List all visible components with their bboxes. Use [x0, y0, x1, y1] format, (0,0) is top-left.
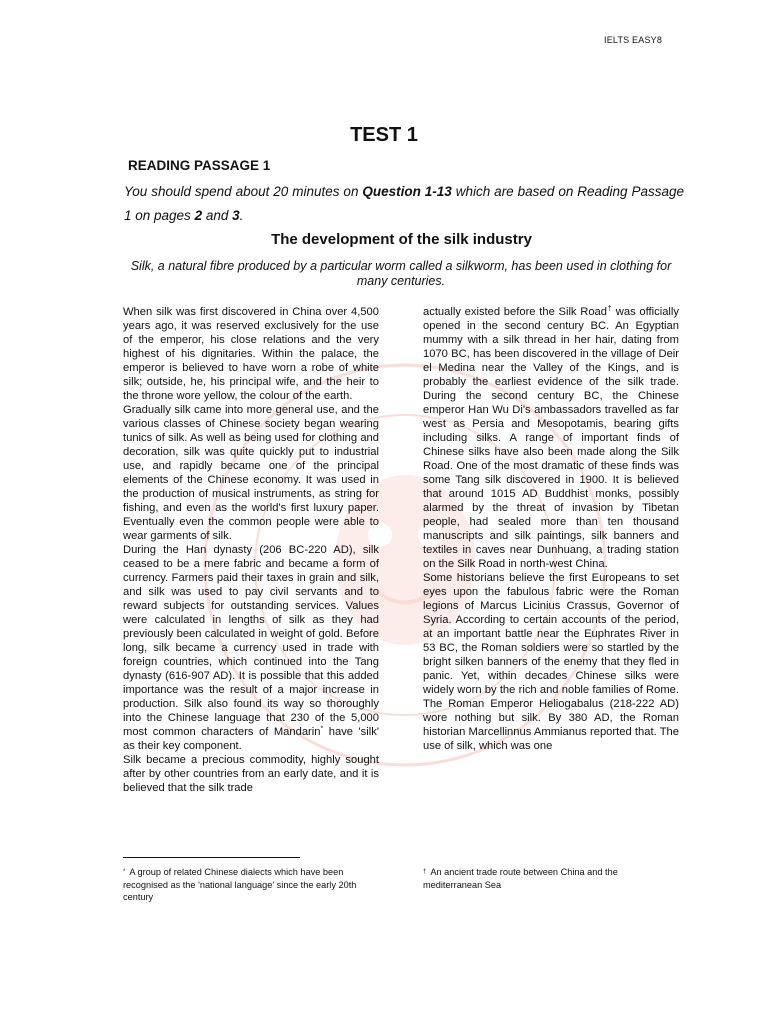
passage-heading: READING PASSAGE 1 — [128, 158, 271, 173]
test-title: TEST 1 — [350, 124, 418, 146]
instructions-question-range: Question 1-13 — [362, 184, 452, 199]
article-text: was officially opened in the second century BC. An Egyptian mummy with a silk thread in her hair, dating from 1070 BC, has been discovered in the village of Deir el Medina near the Valley of the Kings, and is probably the earliest evidence of the silk trade. During the second century BC, the Chinese emperor Han Wu Di's ambassadors travelled as far west as Persia and Mesopotamis, bearing gifts including silks. A range of important finds of Chinese silks have also been made along the Silk Road. One of the most dramatic of these finds was some Tang silk discovered in 1900. It is believed that around 1015 AD Buddhist monks, possibly alarmed by the threat of invasion by Tibetan people, had sealed more than ten thousand manuscripts and silk paintings, silk banners and textiles in caves near Dunhuang, a trading station on the Silk Road in north-west China. — [423, 306, 679, 570]
footnote-text: An ancient trade route between China and the mediterranean Sea — [423, 867, 618, 890]
instructions-page-number: 2 — [194, 208, 203, 223]
instructions-text: which are based on Reading Passage 1 on pages — [124, 184, 685, 223]
article-text: have 'silk' as their key component. — [123, 726, 379, 752]
instructions-text: You should spend about 20 minutes on — [124, 184, 363, 199]
footnote-reference: † — [606, 305, 613, 313]
article-column-right — [423, 305, 679, 753]
article-text: actually existed before the Silk Road — [423, 306, 607, 318]
header-tag: IELTS EASY8 — [604, 35, 663, 45]
instructions-text: and — [202, 208, 233, 223]
footnote-divider — [123, 857, 300, 858]
article-paragraph — [123, 543, 379, 753]
article-paragraph: Some historians believe the first Europeans to set eyes upon the fabulous fabric were the Roman legions of Marcus Licinius Crassus, Governor of Syria. According to certain accounts of the period, at an important battle near the Euphrates River in 53 BC, the Roman soldiers were so startled by the bright silken banners of the enemy that they fled in panic. Yet, within decades Chinese silks were widely worn by the rich and noble families of Rome. The Roman Emperor Heliogabalus (218-222 AD) wore nothing but silk. By 380 AD, the Roman historian Marcellinnus Ammianus reported that. The use of silk, which was one — [423, 572, 679, 752]
article-paragraph: When silk was first discovered in China over 4,500 years ago, it was reserved exclusively for the use of the emperor, his close relations and the very highest of his dignitaries. Within the palace, the emperor is believed to have worn a robe of white silk; outside, he, his principal wife, and the heir to the throne wore yellow, the colour of the earth. — [123, 306, 379, 402]
instructions-text: . — [239, 208, 244, 223]
instructions — [124, 180, 684, 228]
footnote-text: A group of related Chinese dialects which have been recognised as the 'national language' since the early 20th century — [123, 867, 357, 902]
footnote-reference: * — [320, 725, 324, 733]
article-paragraph: Gradually silk came into more general use, and the various classes of Chinese society began wearing tunics of silk. As well as being used for clothing and decoration, silk was quite quickly put to industrial use, and rapidly became one of the principal elements of the Chinese economy. It was used in the production of musical instruments, as string for fishing, and even as the world's first luxury paper. Eventually even the common people were able to wear garments of silk. — [123, 404, 379, 542]
instructions-page-number: 3 — [232, 208, 240, 223]
article-paragraph: Silk became a precious commodity, highly sought after by other countries from an early date, and it is believed that the silk trade — [123, 754, 379, 794]
article-title: The development of the silk industry — [271, 231, 532, 248]
article-column-left — [123, 305, 379, 795]
article-subtitle: Silk, a natural fibre produced by a particular worm called a silkworm, has been used in clothing for many centuries. — [130, 259, 672, 288]
footnote-right — [423, 866, 673, 891]
footnote-left — [123, 866, 373, 904]
footnote-mark: † — [423, 869, 427, 875]
article-text: During the Han dynasty (206 BC-220 AD), silk ceased to be a mere fabric and became a form of currency. Farmers paid their taxes in grain and silk, and silk was used to pay civil servants and to reward subjects for outstanding services. Values were calculated in lengths of silk as they had previously been calculated in weight of gold. Before long, silk became a currency used in trade with foreign countries, which continued into the Tang dynasty (616-907 AD). It is possible that this added importance was the result of a major increase in production. Silk also found its way so thoroughly into the Chinese language that 230 of the 5,000 most common characters of Mandarin — [123, 544, 379, 738]
article-paragraph — [423, 305, 679, 571]
footnote-mark: * — [123, 869, 126, 875]
